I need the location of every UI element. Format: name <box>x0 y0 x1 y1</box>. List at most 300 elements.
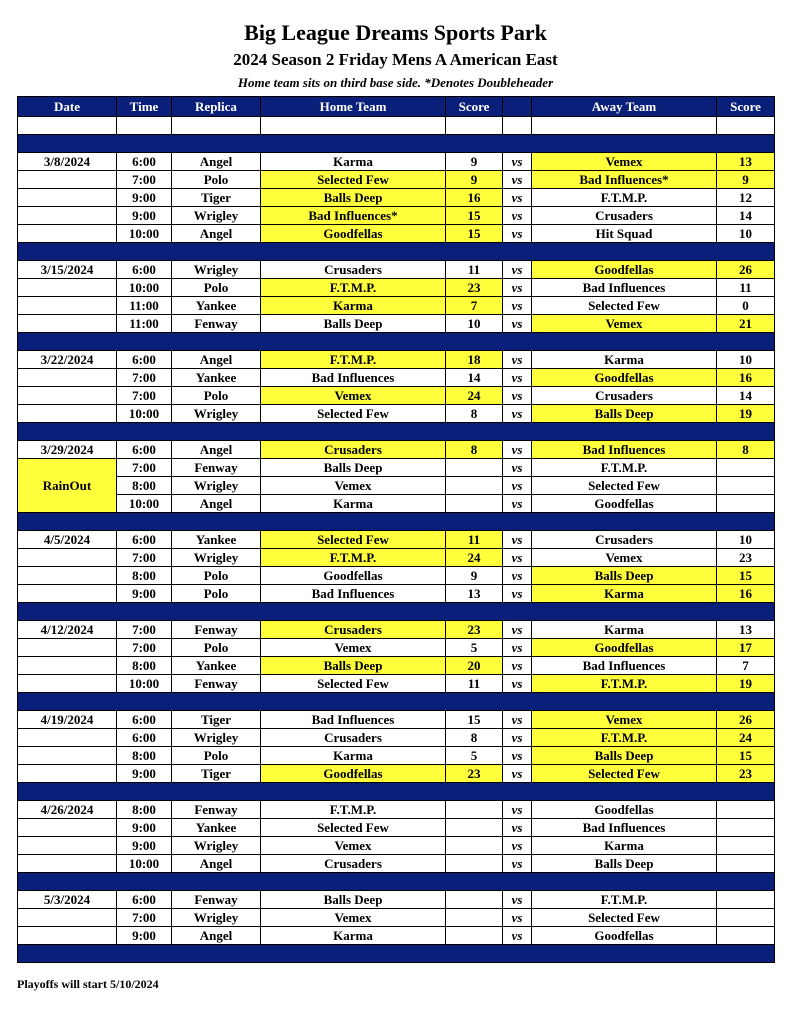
home-score: 23 <box>446 279 503 297</box>
away-score: 26 <box>717 261 775 279</box>
game-time: 9:00 <box>117 189 172 207</box>
replica-field: Yankee <box>172 531 261 549</box>
separator-row <box>18 783 775 801</box>
replica-field: Polo <box>172 387 261 405</box>
home-team: Balls Deep <box>261 315 446 333</box>
away-score: 11 <box>717 279 775 297</box>
away-score: 15 <box>717 567 775 585</box>
home-score <box>446 801 503 819</box>
home-team: Bad Influences <box>261 711 446 729</box>
blank-cell <box>503 117 532 135</box>
game-time: 6:00 <box>117 729 172 747</box>
vs-label: vs <box>503 675 532 693</box>
vs-label: vs <box>503 639 532 657</box>
game-time: 6:00 <box>117 153 172 171</box>
col-header-away-team: Away Team <box>532 97 717 117</box>
home-team: Balls Deep <box>261 189 446 207</box>
replica-field: Fenway <box>172 891 261 909</box>
vs-label: vs <box>503 297 532 315</box>
vs-label: vs <box>503 711 532 729</box>
blank-cell <box>532 117 717 135</box>
table-row <box>18 279 775 297</box>
home-score: 15 <box>446 225 503 243</box>
away-team: Karma <box>532 585 717 603</box>
home-score: 9 <box>446 153 503 171</box>
home-team: Karma <box>261 747 446 765</box>
table-row <box>18 657 775 675</box>
date-cell <box>18 675 117 693</box>
col-header-vs <box>503 97 532 117</box>
replica-field: Polo <box>172 171 261 189</box>
away-team: Hit Squad <box>532 225 717 243</box>
home-team: F.T.M.P. <box>261 351 446 369</box>
replica-field: Polo <box>172 585 261 603</box>
home-score: 14 <box>446 369 503 387</box>
separator-band <box>18 603 775 621</box>
home-score: 24 <box>446 387 503 405</box>
replica-field: Wrigley <box>172 261 261 279</box>
home-score: 5 <box>446 747 503 765</box>
vs-label: vs <box>503 279 532 297</box>
vs-label: vs <box>503 207 532 225</box>
separator-band <box>18 513 775 531</box>
game-date: 3/8/2024 <box>18 153 117 171</box>
home-score: 23 <box>446 765 503 783</box>
table-row <box>18 747 775 765</box>
blank-cell <box>117 117 172 135</box>
blank-cell <box>172 117 261 135</box>
replica-field: Tiger <box>172 711 261 729</box>
replica-field: Angel <box>172 351 261 369</box>
vs-label: vs <box>503 405 532 423</box>
away-team: Bad Influences <box>532 279 717 297</box>
home-score: 11 <box>446 531 503 549</box>
home-score: 5 <box>446 639 503 657</box>
table-row <box>18 441 775 459</box>
replica-field: Wrigley <box>172 477 261 495</box>
home-score: 18 <box>446 351 503 369</box>
away-team: Crusaders <box>532 387 717 405</box>
home-score <box>446 837 503 855</box>
away-score: 7 <box>717 657 775 675</box>
away-score: 10 <box>717 225 775 243</box>
date-cell <box>18 171 117 189</box>
away-team: Vemex <box>532 153 717 171</box>
home-team: Goodfellas <box>261 765 446 783</box>
date-cell <box>18 585 117 603</box>
vs-label: vs <box>503 765 532 783</box>
away-team: Bad Influences <box>532 441 717 459</box>
vs-label: vs <box>503 495 532 513</box>
vs-label: vs <box>503 657 532 675</box>
away-team: Crusaders <box>532 531 717 549</box>
table-row <box>18 297 775 315</box>
away-score: 16 <box>717 585 775 603</box>
game-time: 9:00 <box>117 927 172 945</box>
home-team: Goodfellas <box>261 567 446 585</box>
away-score: 24 <box>717 729 775 747</box>
home-score <box>446 855 503 873</box>
home-team: Selected Few <box>261 531 446 549</box>
table-row <box>18 207 775 225</box>
replica-field: Wrigley <box>172 405 261 423</box>
home-team: Vemex <box>261 639 446 657</box>
home-team: Vemex <box>261 387 446 405</box>
home-score: 16 <box>446 189 503 207</box>
home-team: F.T.M.P. <box>261 801 446 819</box>
replica-field: Wrigley <box>172 909 261 927</box>
date-cell <box>18 315 117 333</box>
vs-label: vs <box>503 351 532 369</box>
away-team: Balls Deep <box>532 747 717 765</box>
home-team: Goodfellas <box>261 225 446 243</box>
date-cell <box>18 369 117 387</box>
home-team: Selected Few <box>261 171 446 189</box>
vs-label: vs <box>503 585 532 603</box>
away-team: Goodfellas <box>532 927 717 945</box>
table-row <box>18 549 775 567</box>
away-team: Balls Deep <box>532 567 717 585</box>
table-row <box>18 387 775 405</box>
replica-field: Angel <box>172 153 261 171</box>
away-score <box>717 495 775 513</box>
vs-label: vs <box>503 369 532 387</box>
game-time: 10:00 <box>117 855 172 873</box>
separator-band <box>18 243 775 261</box>
home-team: Selected Few <box>261 405 446 423</box>
page-subtitle: 2024 Season 2 Friday Mens A American East <box>233 50 558 69</box>
replica-field: Yankee <box>172 297 261 315</box>
away-team: Selected Few <box>532 765 717 783</box>
home-team: Vemex <box>261 477 446 495</box>
vs-label: vs <box>503 729 532 747</box>
away-score: 8 <box>717 441 775 459</box>
game-time: 6:00 <box>117 711 172 729</box>
home-score: 15 <box>446 711 503 729</box>
game-time: 8:00 <box>117 657 172 675</box>
game-time: 7:00 <box>117 621 172 639</box>
away-score: 16 <box>717 369 775 387</box>
away-score: 10 <box>717 531 775 549</box>
replica-field: Polo <box>172 747 261 765</box>
vs-label: vs <box>503 477 532 495</box>
home-team: Balls Deep <box>261 657 446 675</box>
vs-label: vs <box>503 189 532 207</box>
game-time: 6:00 <box>117 441 172 459</box>
replica-field: Polo <box>172 279 261 297</box>
replica-field: Yankee <box>172 369 261 387</box>
away-score: 14 <box>717 387 775 405</box>
game-time: 7:00 <box>117 639 172 657</box>
vs-label: vs <box>503 801 532 819</box>
vs-label: vs <box>503 621 532 639</box>
separator-band <box>18 783 775 801</box>
separator-row <box>18 693 775 711</box>
replica-field: Polo <box>172 639 261 657</box>
col-header-time: Time <box>117 97 172 117</box>
table-row <box>18 315 775 333</box>
vs-label: vs <box>503 747 532 765</box>
game-time: 10:00 <box>117 405 172 423</box>
home-team: Crusaders <box>261 441 446 459</box>
vs-label: vs <box>503 153 532 171</box>
date-cell <box>18 225 117 243</box>
vs-label: vs <box>503 837 532 855</box>
vs-label: vs <box>503 909 532 927</box>
game-time: 8:00 <box>117 567 172 585</box>
game-time: 6:00 <box>117 891 172 909</box>
date-cell <box>18 855 117 873</box>
col-header-date: Date <box>18 97 117 117</box>
separator-row <box>18 603 775 621</box>
separator-row <box>18 243 775 261</box>
home-score: 13 <box>446 585 503 603</box>
table-row <box>18 495 775 513</box>
date-cell <box>18 279 117 297</box>
game-time: 11:00 <box>117 297 172 315</box>
col-header-away-score: Score <box>717 97 775 117</box>
vs-label: vs <box>503 855 532 873</box>
table-row <box>18 459 775 477</box>
table-row <box>18 189 775 207</box>
away-team: Bad Influences* <box>532 171 717 189</box>
away-score <box>717 459 775 477</box>
away-score <box>717 927 775 945</box>
game-date: 3/15/2024 <box>18 261 117 279</box>
date-cell <box>18 549 117 567</box>
vs-label: vs <box>503 171 532 189</box>
away-score: 10 <box>717 351 775 369</box>
game-time: 8:00 <box>117 801 172 819</box>
separator-band <box>18 135 775 153</box>
replica-field: Fenway <box>172 621 261 639</box>
table-row <box>18 225 775 243</box>
away-team: Bad Influences <box>532 657 717 675</box>
game-date: 4/5/2024 <box>18 531 117 549</box>
away-score: 9 <box>717 171 775 189</box>
away-team: Vemex <box>532 315 717 333</box>
date-cell <box>18 405 117 423</box>
table-row <box>18 801 775 819</box>
away-team: Karma <box>532 621 717 639</box>
date-cell <box>18 189 117 207</box>
replica-field: Wrigley <box>172 207 261 225</box>
home-team: Karma <box>261 927 446 945</box>
date-cell <box>18 729 117 747</box>
replica-field: Fenway <box>172 675 261 693</box>
home-score: 11 <box>446 261 503 279</box>
away-score: 19 <box>717 675 775 693</box>
away-team: Goodfellas <box>532 495 717 513</box>
away-score: 12 <box>717 189 775 207</box>
away-score: 14 <box>717 207 775 225</box>
home-team: Vemex <box>261 837 446 855</box>
home-score: 8 <box>446 441 503 459</box>
away-score: 23 <box>717 549 775 567</box>
away-score: 19 <box>717 405 775 423</box>
game-date: 4/12/2024 <box>18 621 117 639</box>
col-header-replica: Replica <box>172 97 261 117</box>
game-time: 7:00 <box>117 387 172 405</box>
away-score: 21 <box>717 315 775 333</box>
home-team: F.T.M.P. <box>261 549 446 567</box>
separator-band <box>18 693 775 711</box>
separator-band <box>18 945 775 963</box>
game-time: 11:00 <box>117 315 172 333</box>
table-row <box>18 855 775 873</box>
home-team: Bad Influences* <box>261 207 446 225</box>
game-time: 10:00 <box>117 279 172 297</box>
away-team: Karma <box>532 351 717 369</box>
separator-row <box>18 513 775 531</box>
separator-row <box>18 333 775 351</box>
footer-note: Playoffs will start 5/10/2024 <box>17 977 159 991</box>
home-score <box>446 459 503 477</box>
home-team: Crusaders <box>261 261 446 279</box>
game-time: 7:00 <box>117 459 172 477</box>
table-row <box>18 621 775 639</box>
replica-field: Angel <box>172 855 261 873</box>
table-row <box>18 171 775 189</box>
vs-label: vs <box>503 459 532 477</box>
blank-row <box>18 117 775 135</box>
vs-label: vs <box>503 891 532 909</box>
separator-band <box>18 423 775 441</box>
away-team: Selected Few <box>532 477 717 495</box>
replica-field: Angel <box>172 927 261 945</box>
replica-field: Tiger <box>172 765 261 783</box>
date-cell <box>18 819 117 837</box>
date-cell <box>18 657 117 675</box>
date-cell <box>18 837 117 855</box>
away-team: F.T.M.P. <box>532 459 717 477</box>
separator-row <box>18 945 775 963</box>
home-team: F.T.M.P. <box>261 279 446 297</box>
home-team: Crusaders <box>261 621 446 639</box>
away-team: Goodfellas <box>532 639 717 657</box>
home-score: 20 <box>446 657 503 675</box>
vs-label: vs <box>503 225 532 243</box>
table-row <box>18 369 775 387</box>
table-row <box>18 729 775 747</box>
away-score: 23 <box>717 765 775 783</box>
vs-label: vs <box>503 387 532 405</box>
away-score: 17 <box>717 639 775 657</box>
game-time: 7:00 <box>117 909 172 927</box>
replica-field: Tiger <box>172 189 261 207</box>
replica-field: Angel <box>172 441 261 459</box>
game-date: 3/29/2024 <box>18 441 117 459</box>
home-score: 15 <box>446 207 503 225</box>
separator-band <box>18 873 775 891</box>
game-time: 10:00 <box>117 225 172 243</box>
date-cell <box>18 927 117 945</box>
home-score <box>446 927 503 945</box>
game-time: 7:00 <box>117 369 172 387</box>
replica-field: Yankee <box>172 657 261 675</box>
replica-field: Angel <box>172 225 261 243</box>
table-row <box>18 405 775 423</box>
away-team: Goodfellas <box>532 369 717 387</box>
game-time: 8:00 <box>117 477 172 495</box>
table-row <box>18 909 775 927</box>
game-time: 9:00 <box>117 207 172 225</box>
away-score: 13 <box>717 153 775 171</box>
schedule-table <box>17 96 775 963</box>
vs-label: vs <box>503 819 532 837</box>
home-score: 8 <box>446 405 503 423</box>
date-cell <box>18 297 117 315</box>
home-score <box>446 909 503 927</box>
home-team: Vemex <box>261 909 446 927</box>
home-team: Bad Influences <box>261 369 446 387</box>
table-row <box>18 819 775 837</box>
game-time: 10:00 <box>117 675 172 693</box>
game-date: 5/3/2024 <box>18 891 117 909</box>
date-cell <box>18 567 117 585</box>
game-date: 3/22/2024 <box>18 351 117 369</box>
table-row <box>18 567 775 585</box>
vs-label: vs <box>503 441 532 459</box>
home-score <box>446 477 503 495</box>
away-score <box>717 855 775 873</box>
away-team: Selected Few <box>532 297 717 315</box>
table-row <box>18 927 775 945</box>
away-score <box>717 891 775 909</box>
away-score: 15 <box>717 747 775 765</box>
home-score: 10 <box>446 315 503 333</box>
away-score <box>717 801 775 819</box>
vs-label: vs <box>503 261 532 279</box>
table-row <box>18 261 775 279</box>
page-title: Big League Dreams Sports Park <box>244 20 547 45</box>
table-row <box>18 639 775 657</box>
home-team: Bad Influences <box>261 585 446 603</box>
vs-label: vs <box>503 927 532 945</box>
home-score <box>446 495 503 513</box>
blank-cell <box>261 117 446 135</box>
home-team: Selected Few <box>261 675 446 693</box>
game-time: 9:00 <box>117 765 172 783</box>
replica-field: Wrigley <box>172 729 261 747</box>
away-team: Karma <box>532 837 717 855</box>
table-row <box>18 711 775 729</box>
away-team: Bad Influences <box>532 819 717 837</box>
away-team: Vemex <box>532 711 717 729</box>
date-cell <box>18 639 117 657</box>
away-score: 13 <box>717 621 775 639</box>
replica-field: Polo <box>172 567 261 585</box>
away-team: F.T.M.P. <box>532 891 717 909</box>
schedule-note: Home team sits on third base side. *Denotes Doubleheader <box>237 75 554 90</box>
replica-field: Wrigley <box>172 837 261 855</box>
home-team: Balls Deep <box>261 891 446 909</box>
rainout-label: RainOut <box>18 459 117 513</box>
away-score: 0 <box>717 297 775 315</box>
home-score: 8 <box>446 729 503 747</box>
separator-row <box>18 135 775 153</box>
table-row <box>18 531 775 549</box>
separator-band <box>18 333 775 351</box>
game-time: 9:00 <box>117 585 172 603</box>
table-row <box>18 837 775 855</box>
replica-field: Angel <box>172 495 261 513</box>
vs-label: vs <box>503 567 532 585</box>
home-score: 9 <box>446 171 503 189</box>
away-score <box>717 477 775 495</box>
game-time: 10:00 <box>117 495 172 513</box>
away-team: Selected Few <box>532 909 717 927</box>
